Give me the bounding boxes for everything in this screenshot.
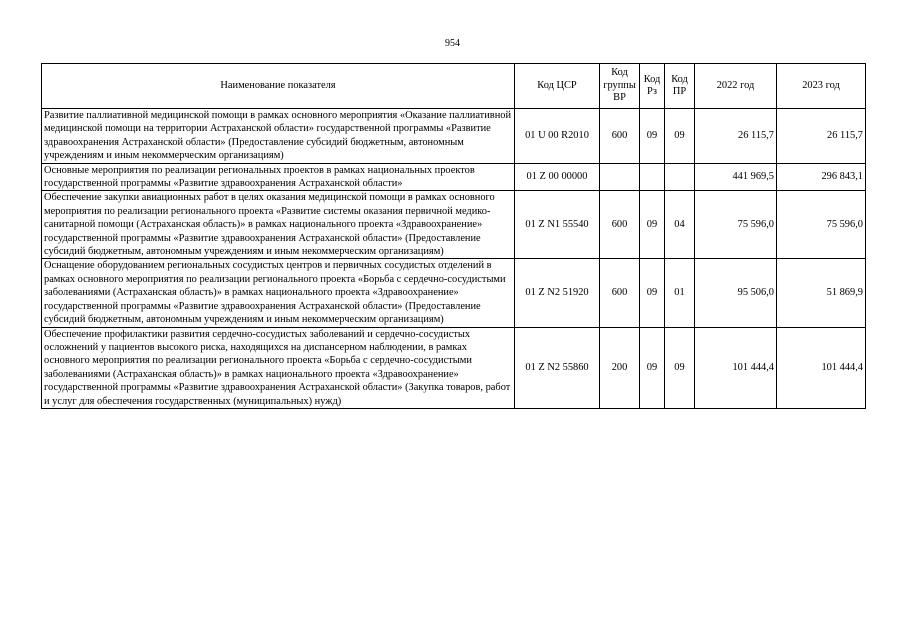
row-csr: 01 Z N1 55540 [515, 191, 600, 259]
row-name: Обеспечение закупки авиационных работ в целях оказания медицинской помощи в рамках основного мероприятия по реализации регионального проекта «Развитие системы оказания первичной медико-санитарной помощи (Астраханская область)» в рамках национального проекта «Здравоохранение» государственной программы «Развитие здравоохранения Астраханской области» (Предоставление субсидий бюджетным, автономным учреждениям и иным некоммерческим организациям) [42, 191, 515, 259]
row-vr: 600 [600, 109, 640, 164]
table-header-row [42, 64, 866, 109]
row-2022: 95 506,0 [695, 259, 777, 327]
row-csr: 01 Z N2 51920 [515, 259, 600, 327]
row-2023: 51 869,9 [777, 259, 866, 327]
row-2023: 75 596,0 [777, 191, 866, 259]
row-2023: 101 444,4 [777, 327, 866, 408]
table-row [42, 109, 866, 164]
row-name: Основные мероприятия по реализации региональных проектов в рамках национальных проектов государственной программы «Развитие здравоохранения Астраханской области» [42, 163, 515, 191]
row-name: Развитие паллиативной медицинской помощи в рамках основного мероприятия «Оказание паллиативной медицинской помощи на территории Астраханской области» государственной программы «Развитие здравоохранения Астраханской области» (Предоставление субсидий бюджетным, автономным учреждениям и иным некоммерческим организациям) [42, 109, 515, 164]
row-rz: 09 [640, 109, 665, 164]
row-vr [600, 163, 640, 191]
table-row [42, 163, 866, 191]
row-csr: 01 Z N2 55860 [515, 327, 600, 408]
row-2023: 26 115,7 [777, 109, 866, 164]
table-row [42, 191, 866, 259]
header-2023: 2023 год [777, 64, 866, 109]
header-pr: Код ПР [665, 64, 695, 109]
row-vr: 200 [600, 327, 640, 408]
row-2022: 101 444,4 [695, 327, 777, 408]
header-name: Наименование показателя [42, 64, 515, 109]
row-pr: 09 [665, 327, 695, 408]
row-rz [640, 163, 665, 191]
row-2023: 296 843,1 [777, 163, 866, 191]
table-row [42, 327, 866, 408]
row-vr: 600 [600, 259, 640, 327]
row-vr: 600 [600, 191, 640, 259]
row-pr: 09 [665, 109, 695, 164]
row-csr: 01 Z 00 00000 [515, 163, 600, 191]
row-rz: 09 [640, 327, 665, 408]
row-name: Оснащение оборудованием региональных сосудистых центров и первичных сосудистых отделений в рамках основного мероприятия по реализации регионального проекта «Борьба с сердечно-сосудистыми заболеваниями (Астраханская область)» в рамках национального проекта «Здравоохранение» государственной программы «Развитие здравоохранения Астраханской области» (Предоставление субсидий бюджетным, автономным учреждениям и иным некоммерческим организациям) [42, 259, 515, 327]
header-2022: 2022 год [695, 64, 777, 109]
row-name: Обеспечение профилактики развития сердечно-сосудистых заболеваний и сердечно-сосудистых осложнений у пациентов высокого риска, находящихся на диспансерном наблюдении, в рамках основного мероприятия по реализации регионального проекта «Борьба с сердечно-сосудистыми заболеваниями (Астраханская область)» в рамках национального проекта «Здравоохранение» государственной программы «Развитие здравоохранения Астраханской области» (Закупка товаров, работ и услуг для обеспечения государственных (муниципальных) нужд) [42, 327, 515, 408]
row-2022: 441 969,5 [695, 163, 777, 191]
row-2022: 26 115,7 [695, 109, 777, 164]
row-pr [665, 163, 695, 191]
row-pr: 01 [665, 259, 695, 327]
row-pr: 04 [665, 191, 695, 259]
header-vr: Код группы ВР [600, 64, 640, 109]
row-csr: 01 U 00 R2010 [515, 109, 600, 164]
page-number: 954 [445, 38, 460, 49]
budget-table [41, 63, 866, 409]
row-2022: 75 596,0 [695, 191, 777, 259]
table-row [42, 259, 866, 327]
row-rz: 09 [640, 259, 665, 327]
header-rz: Код Рз [640, 64, 665, 109]
row-rz: 09 [640, 191, 665, 259]
header-csr: Код ЦСР [515, 64, 600, 109]
